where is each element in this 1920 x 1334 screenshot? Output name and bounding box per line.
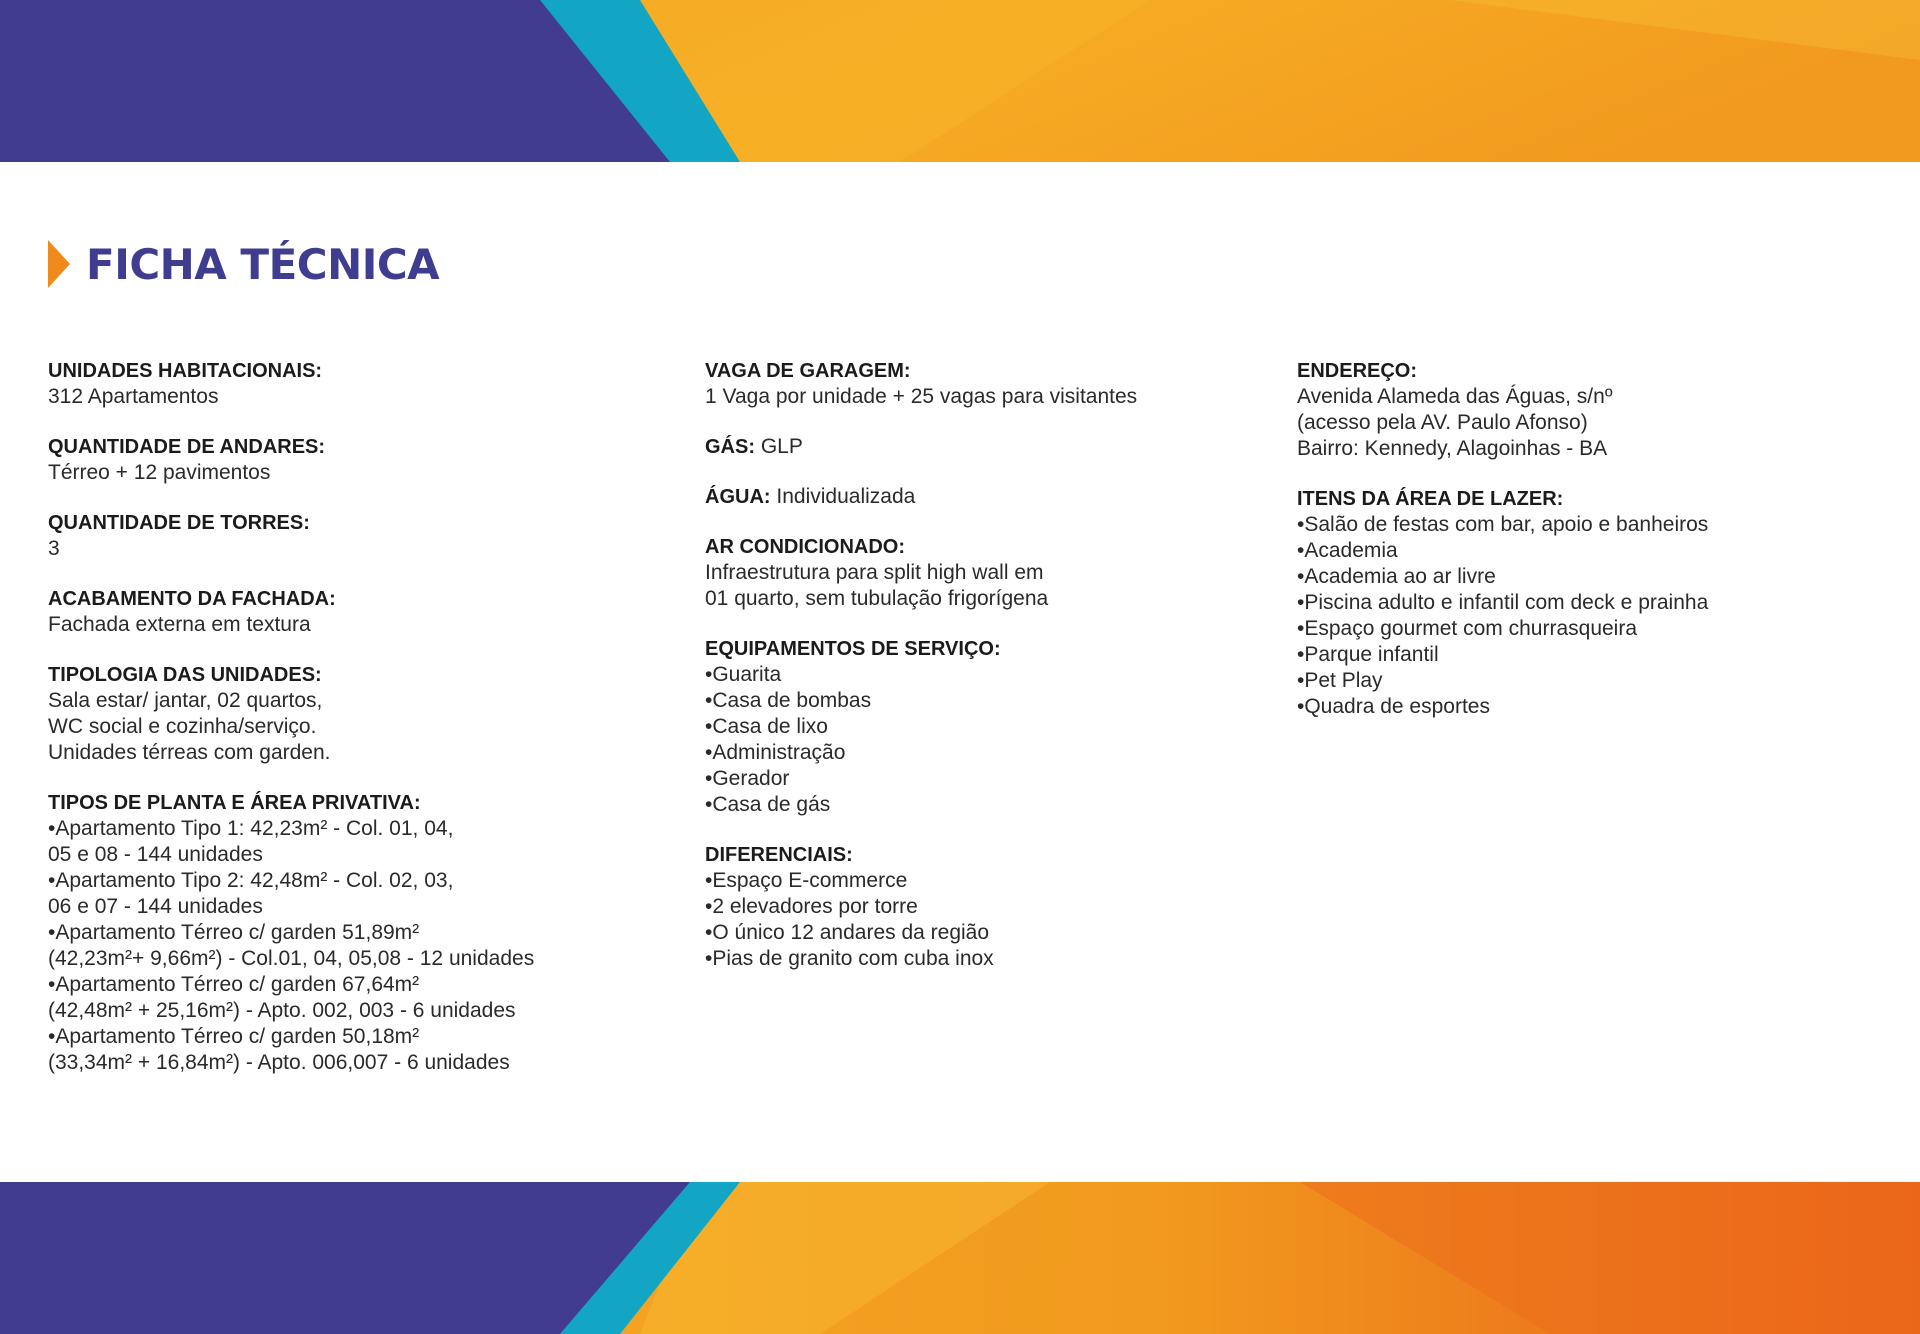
text-line: Bairro: Kennedy, Alagoinhas - BA — [1297, 437, 1608, 460]
section-value: 3 — [48, 537, 60, 560]
section-label: TIPOS DE PLANTA E ÁREA PRIVATIVA: — [48, 792, 421, 814]
section-equipamentos — [705, 636, 1265, 818]
section-label: AR CONDICIONADO: — [705, 536, 905, 558]
section-tipologia — [48, 662, 658, 766]
section-gas — [705, 434, 1265, 460]
list-item: •Quadra de esportes — [1297, 695, 1490, 718]
list-item: •Parque infantil — [1297, 643, 1439, 666]
list-item: •Casa de lixo — [705, 715, 828, 738]
top-band-graphic — [0, 0, 1920, 162]
list-item: •Pet Play — [1297, 669, 1383, 692]
section-label: DIFERENCIAIS: — [705, 844, 853, 866]
column-left — [48, 358, 658, 1100]
text-line: WC social e cozinha/serviço. — [48, 715, 317, 738]
list-item: •Casa de bombas — [705, 689, 872, 712]
section-ar-condicionado — [705, 534, 1265, 612]
list-item: •Piscina adulto e infantil com deck e prainha — [1297, 591, 1709, 614]
section-value: Térreo + 12 pavimentos — [48, 461, 271, 484]
list-item: •Pias de granito com cuba inox — [705, 947, 994, 970]
text-line: Avenida Alameda das Águas, s/nº — [1297, 385, 1613, 408]
list-item: •2 elevadores por torre — [705, 895, 918, 918]
section-label: GÁS: — [705, 436, 755, 458]
section-label: TIPOLOGIA DAS UNIDADES: — [48, 664, 322, 686]
section-value: Fachada externa em textura — [48, 613, 311, 636]
section-lazer — [1297, 486, 1897, 720]
list-item: (42,48m² + 25,16m²) - Apto. 002, 003 - 6 unidades — [48, 999, 516, 1022]
column-middle — [705, 358, 1265, 996]
list-item: •O único 12 andares da região — [705, 921, 990, 944]
section-value: 1 Vaga por unidade + 25 vagas para visitantes — [705, 385, 1138, 408]
list-item: •Apartamento Térreo c/ garden 50,18m² — [48, 1025, 420, 1048]
list-item: •Gerador — [705, 767, 790, 790]
section-unidades — [48, 358, 658, 410]
section-label: UNIDADES HABITACIONAIS: — [48, 360, 323, 382]
list-item: •Espaço E-commerce — [705, 869, 908, 892]
section-value: Individualizada — [770, 485, 916, 508]
list-item: •Espaço gourmet com churrasqueira — [1297, 617, 1638, 640]
text-line: Infraestrutura para split high wall em — [705, 561, 1044, 584]
section-agua — [705, 484, 1265, 510]
list-item: •Casa de gás — [705, 793, 831, 816]
section-label: VAGA DE GARAGEM: — [705, 360, 911, 382]
list-item: •Apartamento Tipo 1: 42,23m² - Col. 01, 04, — [48, 817, 454, 840]
section-diferenciais — [705, 842, 1265, 972]
list-item: •Academia ao ar livre — [1297, 565, 1496, 588]
list-item: •Guarita — [705, 663, 782, 686]
text-line: (acesso pela AV. Paulo Afonso) — [1297, 411, 1588, 434]
bottom-decorative-band — [0, 1182, 1920, 1334]
list-item: 06 e 07 - 144 unidades — [48, 895, 263, 918]
section-torres — [48, 510, 658, 562]
text-line: Unidades térreas com garden. — [48, 741, 331, 764]
play-arrow-icon — [48, 240, 70, 288]
list-item: (33,34m² + 16,84m²) - Apto. 006,007 - 6 unidades — [48, 1051, 510, 1074]
text-line: 01 quarto, sem tubulação frigorígena — [705, 587, 1049, 610]
list-item: •Administração — [705, 741, 846, 764]
section-label: ÁGUA: — [705, 486, 771, 508]
bottom-band-graphic — [0, 1182, 1920, 1334]
page-title: FICHA TÉCNICA — [86, 239, 440, 289]
section-label: QUANTIDADE DE TORRES: — [48, 512, 310, 534]
section-value: GLP — [755, 435, 803, 458]
section-endereco — [1297, 358, 1897, 462]
section-plantas — [48, 790, 658, 1076]
section-label: ACABAMENTO DA FACHADA: — [48, 588, 336, 610]
list-item: •Apartamento Térreo c/ garden 67,64m² — [48, 973, 420, 996]
section-andares — [48, 434, 658, 486]
list-item: •Apartamento Térreo c/ garden 51,89m² — [48, 921, 420, 944]
section-label: ENDEREÇO: — [1297, 360, 1418, 382]
list-item: (42,23m²+ 9,66m²) - Col.01, 04, 05,08 - 12 unidades — [48, 947, 535, 970]
section-label: EQUIPAMENTOS DE SERVIÇO: — [705, 638, 1001, 660]
list-item: 05 e 08 - 144 unidades — [48, 843, 263, 866]
section-label: QUANTIDADE DE ANDARES: — [48, 436, 326, 458]
text-line: Sala estar/ jantar, 02 quartos, — [48, 689, 323, 712]
list-item: •Apartamento Tipo 2: 42,48m² - Col. 02, 03, — [48, 869, 454, 892]
column-right — [1297, 358, 1897, 744]
section-value: 312 Apartamentos — [48, 385, 219, 408]
section-fachada — [48, 586, 658, 638]
section-garagem — [705, 358, 1265, 410]
list-item: •Academia — [1297, 539, 1398, 562]
top-decorative-band — [0, 0, 1920, 162]
list-item: •Salão de festas com bar, apoio e banheiros — [1297, 513, 1709, 536]
header — [48, 232, 439, 296]
section-label: ITENS DA ÁREA DE LAZER: — [1297, 488, 1564, 510]
